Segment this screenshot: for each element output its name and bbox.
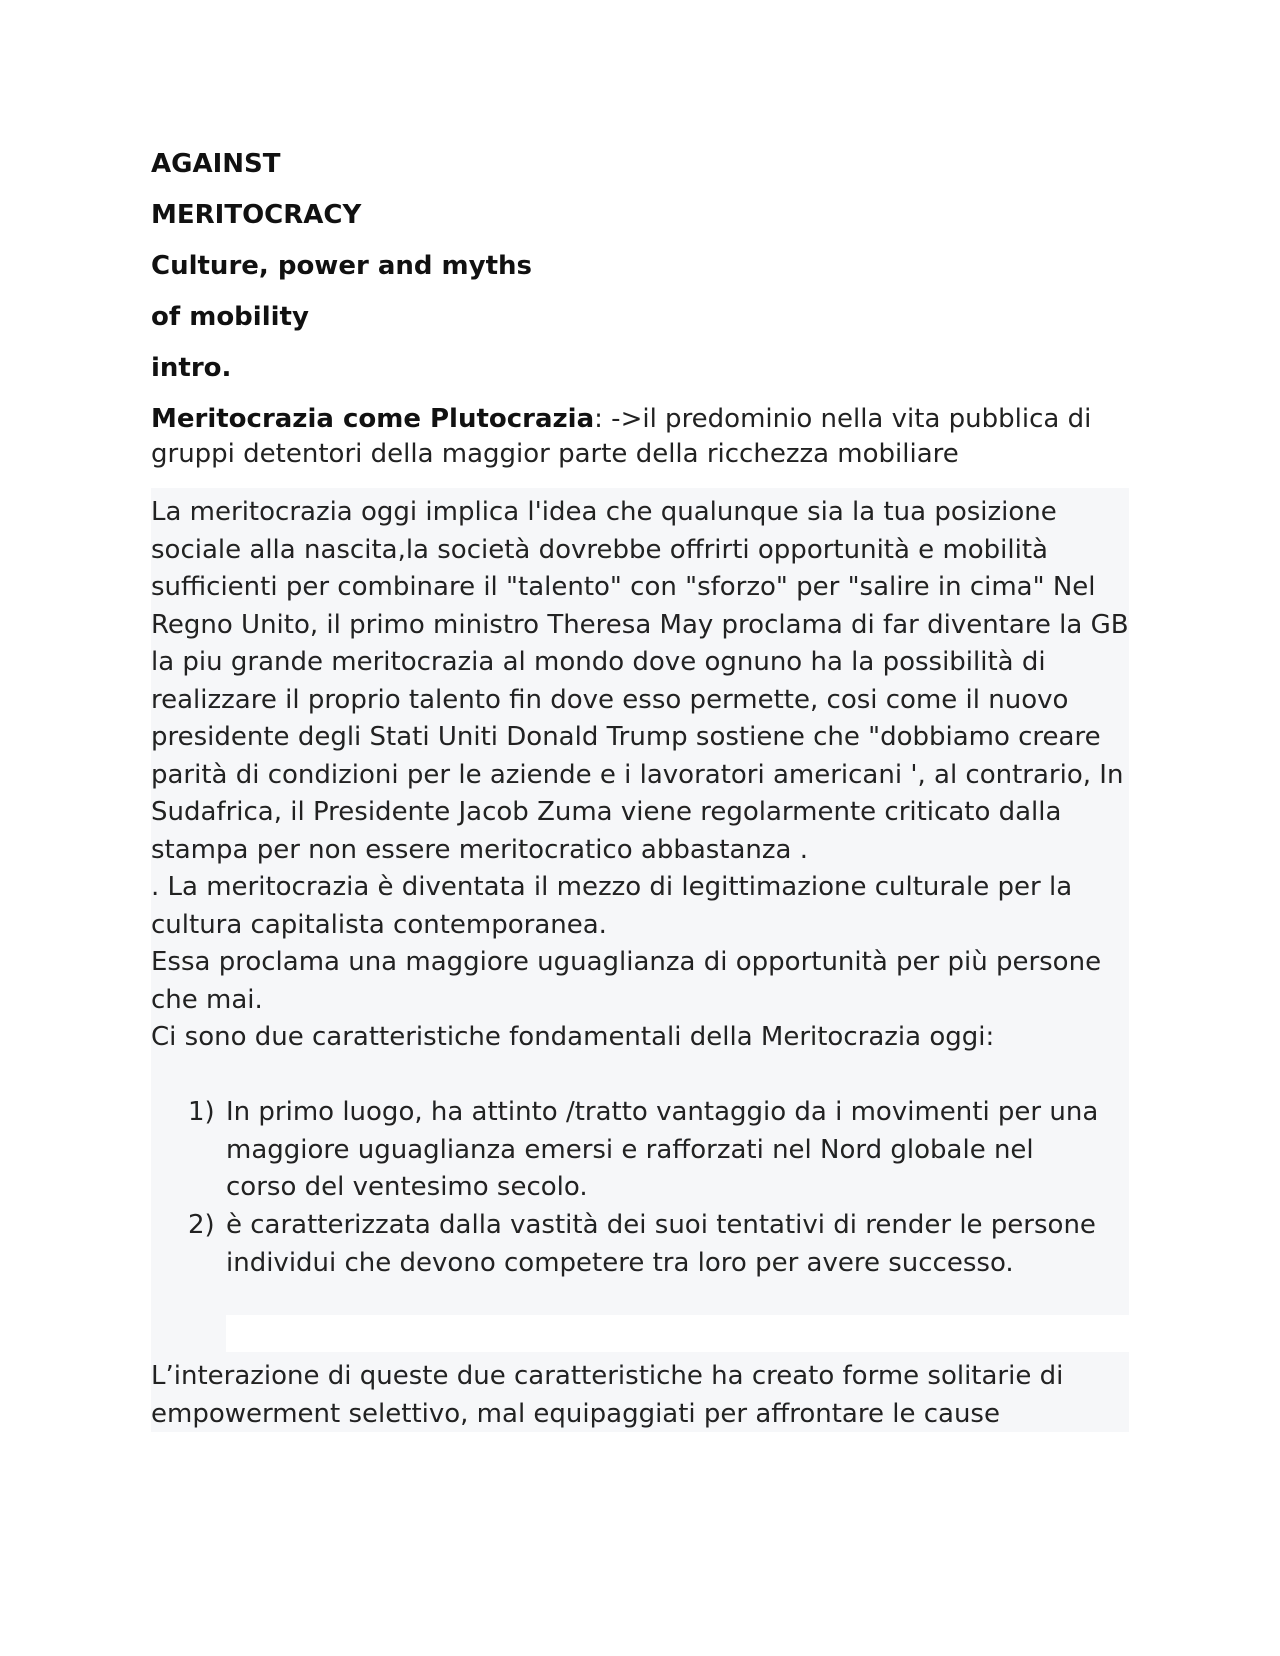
paragraph: Ci sono due caratteristiche fondamentali della Meritocrazia oggi: [151,1022,995,1052]
paragraph: L’interazione di queste due caratteristiche ha creato forme solitarie di empowerment selettivo, mal equipaggiati per affrontare le cause [151,1361,1064,1429]
title-line-1: AGAINST [151,149,281,179]
subtitle-line-2: of mobility [151,302,309,332]
list-number: 2) [188,1210,215,1240]
paragraph: Essa proclama una maggiore uguaglianza di opportunità per più persone che mai. [151,947,1102,1015]
paragraph: La meritocrazia oggi implica l'idea che qualunque sia la tua posizione sociale alla nascita,la società dovrebbe offrirti opportunità e mobilità sufficienti per combinare il "talento" con "sforzo" per "salire in cima" Nel Regno Unito, il primo ministro Theresa May proclama di far diventare la GB la piu grande meritocrazia al mondo dove ognuno ha la possibilità di realizzare il proprio talento fin dove esso permette, cosi come il nuovo presidente degli Stati Uniti Donald Trump sostiene che "dobbiamo creare parità di condizioni per le aziende e i lavoratori americani ', al contrario, In Sudafrica, il Presidente Jacob Zuma viene regolarmente criticato dalla stampa per non essere meritocratico abbastanza . [151,497,1129,865]
lead-term: Meritocrazia come Plutocrazia [151,404,595,434]
title-line-2: MERITOCRACY [151,200,362,230]
list-text: In primo luogo, ha attinto /tratto vantaggio da i movimenti per una maggiore uguaglianza emersi e rafforzati nel Nord globale nel corso del ventesimo secolo. [226,1097,1099,1202]
lead-definition: : ->il predominio nella vita pubblica di gruppi detentori della maggior parte della ricchezza mobiliare [151,404,1092,469]
highlight-block [151,1315,226,1352]
list-text: è caratterizzata dalla vastità dei suoi tentativi di render le persone individui che devono competere tra loro per avere successo. [226,1210,1096,1278]
section-label: intro. [151,353,232,383]
body-paragraphs [151,494,1131,1057]
lead-paragraph [151,402,1131,472]
subtitle-line-1: Culture, power and myths [151,251,532,281]
paragraph: . La meritocrazia è diventata il mezzo di legittimazione culturale per la cultura capitalista contemporanea. [151,872,1073,940]
closing-paragraph [151,1358,1131,1433]
list-number: 1) [188,1097,215,1127]
